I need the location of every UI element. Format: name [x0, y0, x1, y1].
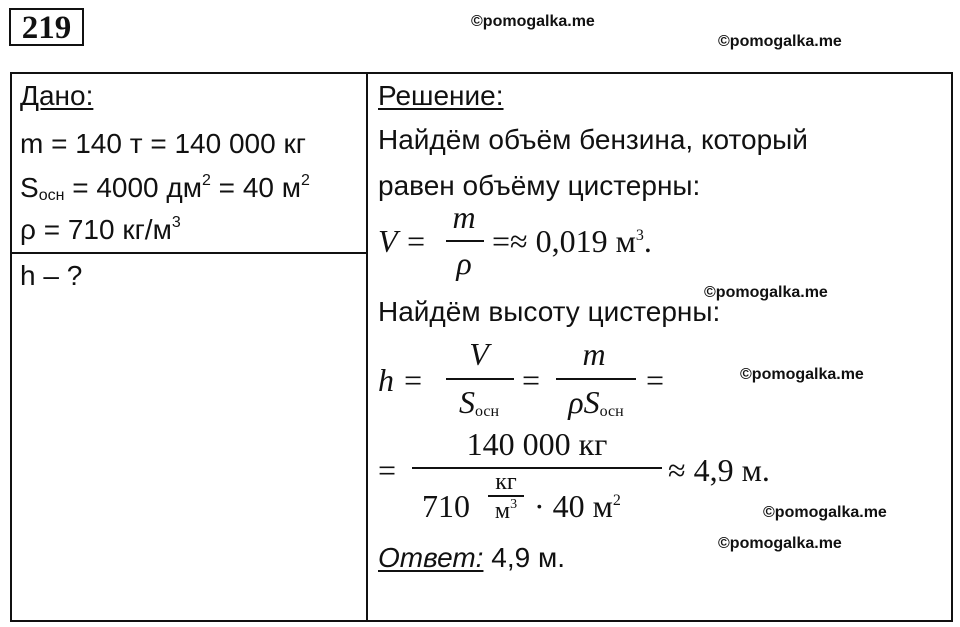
answer-value: 4,9 м.: [483, 542, 565, 573]
watermark: ©pomogalka.me: [718, 535, 842, 552]
step2-text: Найдём высоту цистерны:: [378, 296, 721, 327]
watermark: ©pomogalka.me: [718, 33, 842, 50]
find-value: h – ?: [20, 260, 83, 291]
watermark: ©pomogalka.me: [471, 13, 595, 30]
problem-number: 219: [9, 8, 84, 46]
given-divider: [12, 252, 366, 254]
given-area: $S_{осн} = 4000$ $дм^2 = 40$ $м^2$: [20, 172, 310, 204]
column-divider: [366, 74, 368, 620]
answer: [378, 542, 565, 574]
watermark: ©pomogalka.me: [704, 284, 828, 301]
step1-line2: равен объёму цистерны:: [378, 170, 701, 201]
solution-table: Дано: m = 140 т = 140 000 кг $S_{осн} = 4000$ $дм^2 = 40$ $м^2$ ρ = 710 $кг/м^3$ h – ? Решение: Найдём объём бензина, который равен объёму цистерны: V = m ρ =≈ 0,019 $м^3$. Найдём высоту цистерны: h = V $S_{осн}$ = m $\rho S_{осн}$ = = 140 000 кг 710 кг $м^3$ · 40 $м^2$ ≈ 4,9 м. Ответ: 4,9 м.: [10, 72, 953, 622]
solution-header: Решение:: [378, 80, 504, 111]
given-density: ρ = 710 $кг/м^3$: [20, 214, 181, 245]
given-header: Дано:: [20, 80, 94, 111]
given-mass: m = 140 т = 140 000 кг: [20, 128, 306, 159]
step1-line1: Найдём объём бензина, который: [378, 124, 808, 155]
watermark: ©pomogalka.me: [740, 366, 864, 383]
answer-label: Ответ:: [378, 542, 484, 573]
watermark: ©pomogalka.me: [763, 504, 887, 521]
